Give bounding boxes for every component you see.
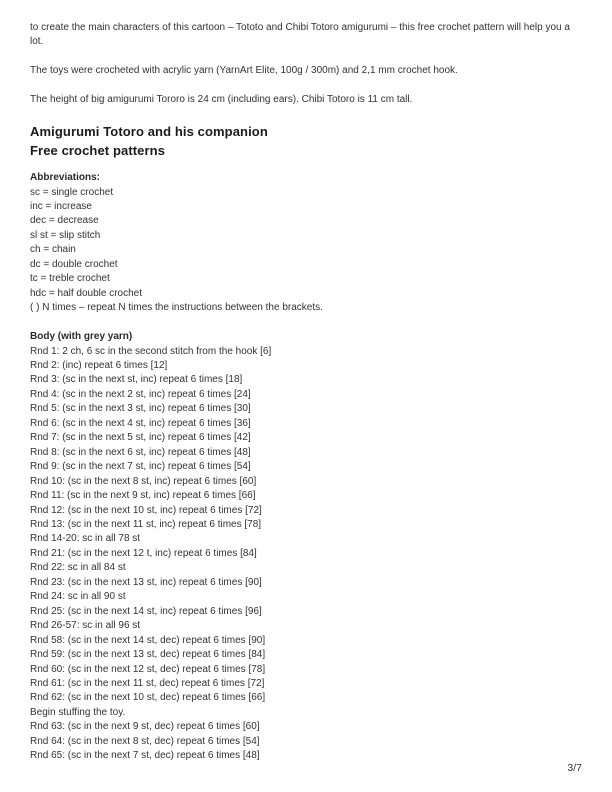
abbreviation-item: ( ) N times – repeat N times the instructions between the brackets.: [30, 302, 323, 314]
document-title-line2: Free crochet patterns: [30, 143, 166, 159]
intro-paragraph-1: to create the main characters of this cartoon – Tototo and Chibi Totoro amigurumi – this free crochet pattern will help you a lot.: [30, 22, 570, 48]
pattern-line: Rnd 26-57: sc in all 96 st: [30, 620, 141, 632]
abbreviations-list: [30, 186, 582, 316]
pattern-line: Rnd 6: (sc in the next 4 st, inc) repeat 6 times [36]: [30, 417, 251, 429]
abbreviations-section: [30, 171, 582, 316]
pattern-line: Rnd 13: (sc in the next 11 st, inc) repeat 6 times [78]: [30, 518, 262, 530]
pattern-line: Rnd 62: (sc in the next 10 st, dec) repeat 6 times [66]: [30, 692, 266, 704]
pattern-line: Rnd 64: (sc in the next 8 st, dec) repeat 6 times [54]: [30, 735, 260, 747]
pattern-line: Rnd 10: (sc in the next 8 st, inc) repeat 6 times [60]: [30, 475, 257, 487]
abbreviations-title: Abbreviations:: [30, 172, 101, 184]
abbreviation-item: dc = double crochet: [30, 258, 118, 270]
abbreviation-item: sl st = slip stitch: [30, 229, 101, 241]
pattern-line: Rnd 65: (sc in the next 7 st, dec) repeat 6 times [48]: [30, 750, 260, 762]
pattern-line: Rnd 59: (sc in the next 13 st, dec) repeat 6 times [84]: [30, 649, 266, 661]
pattern-line: Rnd 22: sc in all 84 st: [30, 562, 126, 574]
pattern-line: Rnd 1: 2 ch, 6 sc in the second stitch from the hook [6]: [30, 345, 272, 357]
pattern-line: Rnd 12: (sc in the next 10 st, inc) repeat 6 times [72]: [30, 504, 262, 516]
document-title: [30, 122, 582, 160]
pattern-lines: [30, 345, 582, 764]
document-content: [30, 21, 582, 778]
pattern-line: Begin stuffing the toy.: [30, 706, 126, 718]
pattern-line: Rnd 7: (sc in the next 5 st, inc) repeat 6 times [42]: [30, 432, 251, 444]
pattern-line: Rnd 21: (sc in the next 12 t, inc) repeat 6 times [84]: [30, 547, 257, 559]
pattern-line: Rnd 4: (sc in the next 2 st, inc) repeat 6 times [24]: [30, 388, 251, 400]
abbreviation-item: dec = decrease: [30, 215, 99, 227]
abbreviation-item: tc = treble crochet: [30, 273, 110, 285]
abbreviation-item: ch = chain: [30, 244, 76, 256]
pattern-line: Rnd 63: (sc in the next 9 st, dec) repeat 6 times [60]: [30, 721, 260, 733]
pattern-line: Rnd 5: (sc in the next 3 st, inc) repeat 6 times [30]: [30, 403, 251, 415]
body-section-title: Body (with grey yarn): [30, 331, 133, 343]
pattern-line: Rnd 60: (sc in the next 12 st, dec) repeat 6 times [78]: [30, 663, 266, 675]
pattern-line: Rnd 24: sc in all 90 st: [30, 591, 126, 603]
abbreviation-item: sc = single crochet: [30, 186, 114, 198]
pattern-line: Rnd 3: (sc in the next st, inc) repeat 6 times [18]: [30, 374, 243, 386]
intro-paragraph-3: The height of big amigurumi Tororo is 24 cm (including ears). Chibi Totoro is 11 cm tall.: [30, 94, 413, 106]
pattern-line: Rnd 8: (sc in the next 6 st, inc) repeat 6 times [48]: [30, 446, 251, 458]
pattern-line: Rnd 11: (sc in the next 9 st, inc) repeat 6 times [66]: [30, 490, 256, 502]
pattern-line: Rnd 58: (sc in the next 14 st, dec) repeat 6 times [90]: [30, 634, 266, 646]
abbreviation-item: hdc = half double crochet: [30, 287, 143, 299]
pattern-line: Rnd 14-20: sc in all 78 st: [30, 533, 141, 545]
document-title-line1: Amigurumi Totoro and his companion: [30, 124, 268, 140]
pattern-line: Rnd 25: (sc in the next 14 st, inc) repeat 6 times [96]: [30, 605, 262, 617]
pattern-line: Rnd 23: (sc in the next 13 st, inc) repeat 6 times [90]: [30, 576, 262, 588]
pattern-line: Rnd 2: (inc) repeat 6 times [12]: [30, 360, 168, 371]
abbreviation-item: inc = increase: [30, 201, 92, 213]
intro-paragraph-2: The toys were crocheted with acrylic yarn (YarnArt Elite, 100g / 300m) and 2,1 mm crochet hook.: [30, 65, 458, 77]
body-pattern-section: [30, 330, 582, 764]
pattern-line: Rnd 9: (sc in the next 7 st, inc) repeat 6 times [54]: [30, 461, 251, 473]
pattern-line: Rnd 61: (sc in the next 11 st, dec) repeat 6 times [72]: [30, 677, 265, 689]
page-number: 3/7: [567, 762, 582, 774]
